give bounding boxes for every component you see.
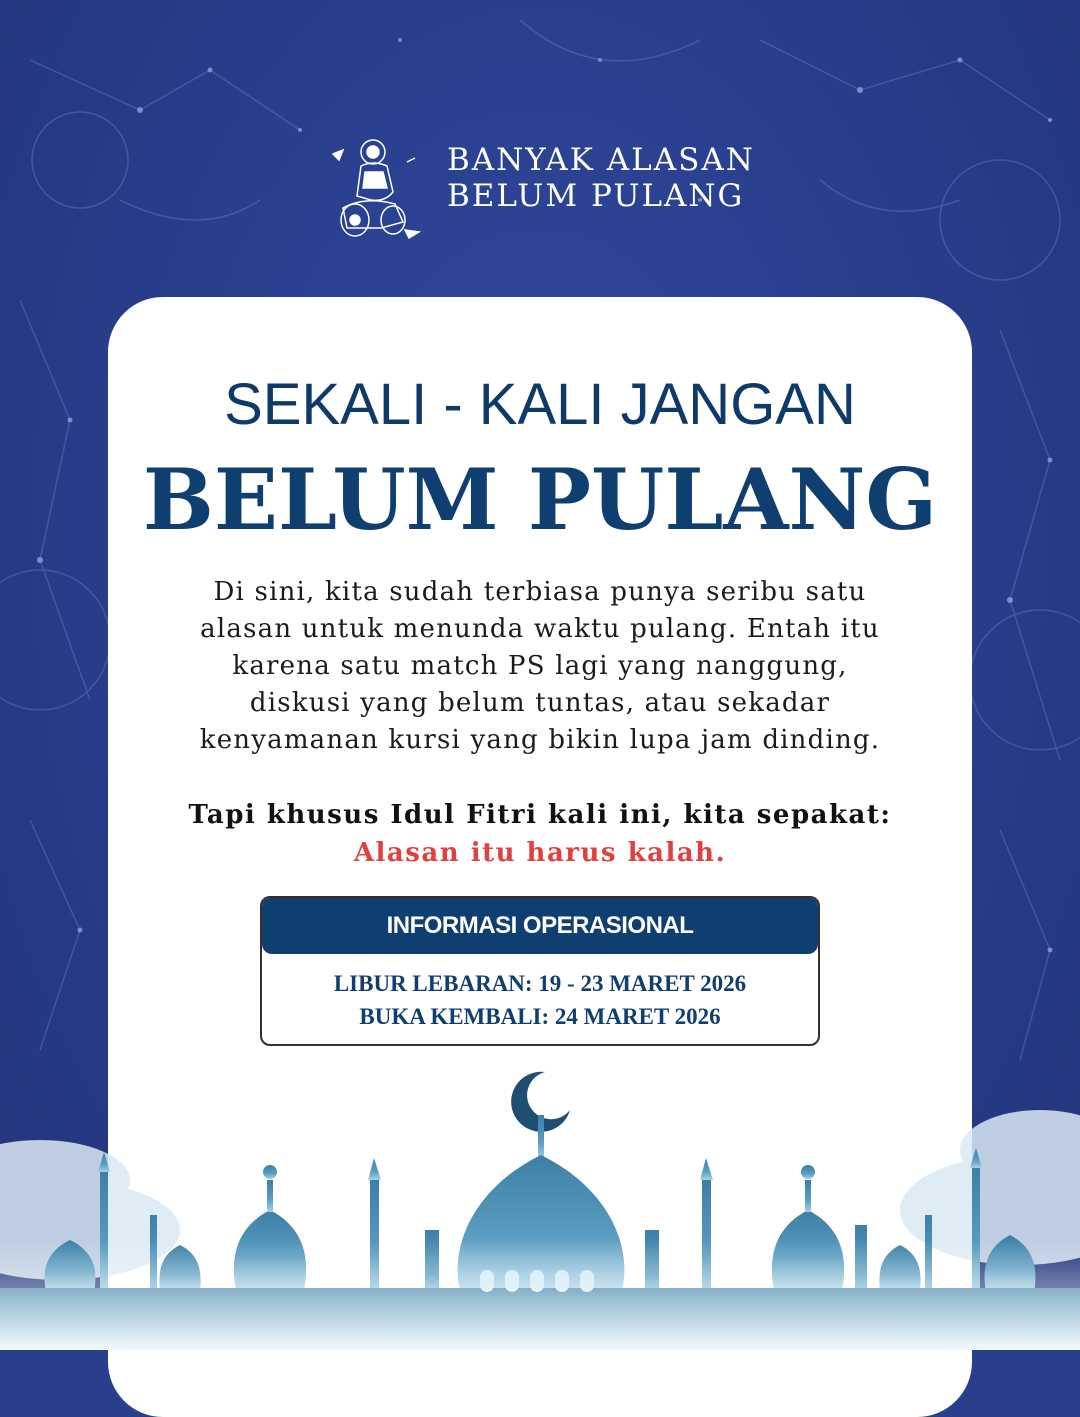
emphasis-block (120, 796, 960, 872)
info-holiday-dates: LIBUR LEBARAN: 19 - 23 MARET 2026 (333, 971, 747, 996)
emphasis-highlight: Alasan itu harus kalah. (353, 838, 727, 868)
brand-logo (325, 132, 755, 242)
body-line: alasan untuk menunda waktu pulang. Entah itu (200, 614, 880, 644)
info-box (260, 896, 820, 1046)
body-paragraph (150, 574, 930, 759)
emphasis-statement: Tapi khusus Idul Fitri kali ini, kita sepakat: (188, 800, 892, 830)
headline-top: SEKALI - KALI JANGAN (224, 372, 856, 437)
body-line: Di sini, kita sudah terbiasa punya seribu satu (213, 577, 867, 607)
brand-name-line1: BANYAK ALASAN (447, 142, 755, 178)
body-line: kenyamanan kursi yang bikin lupa jam dinding. (199, 725, 881, 755)
brand-name (447, 142, 755, 214)
scooter-rider-icon (325, 132, 425, 242)
body-line: karena satu match PS lagi yang nanggung, (232, 651, 848, 681)
info-title: INFORMASI OPERASIONAL (262, 898, 818, 954)
body-line: diskusi yang belum tuntas, atau sekadar (249, 688, 831, 718)
mosque-skyline-icon (0, 1060, 1080, 1350)
brand-name-line2: BELUM PULANG (447, 178, 745, 214)
headline-main: BELUM PULANG (142, 450, 938, 549)
info-reopen-date: BUKA KEMBALI: 24 MARET 2026 (359, 1004, 721, 1029)
